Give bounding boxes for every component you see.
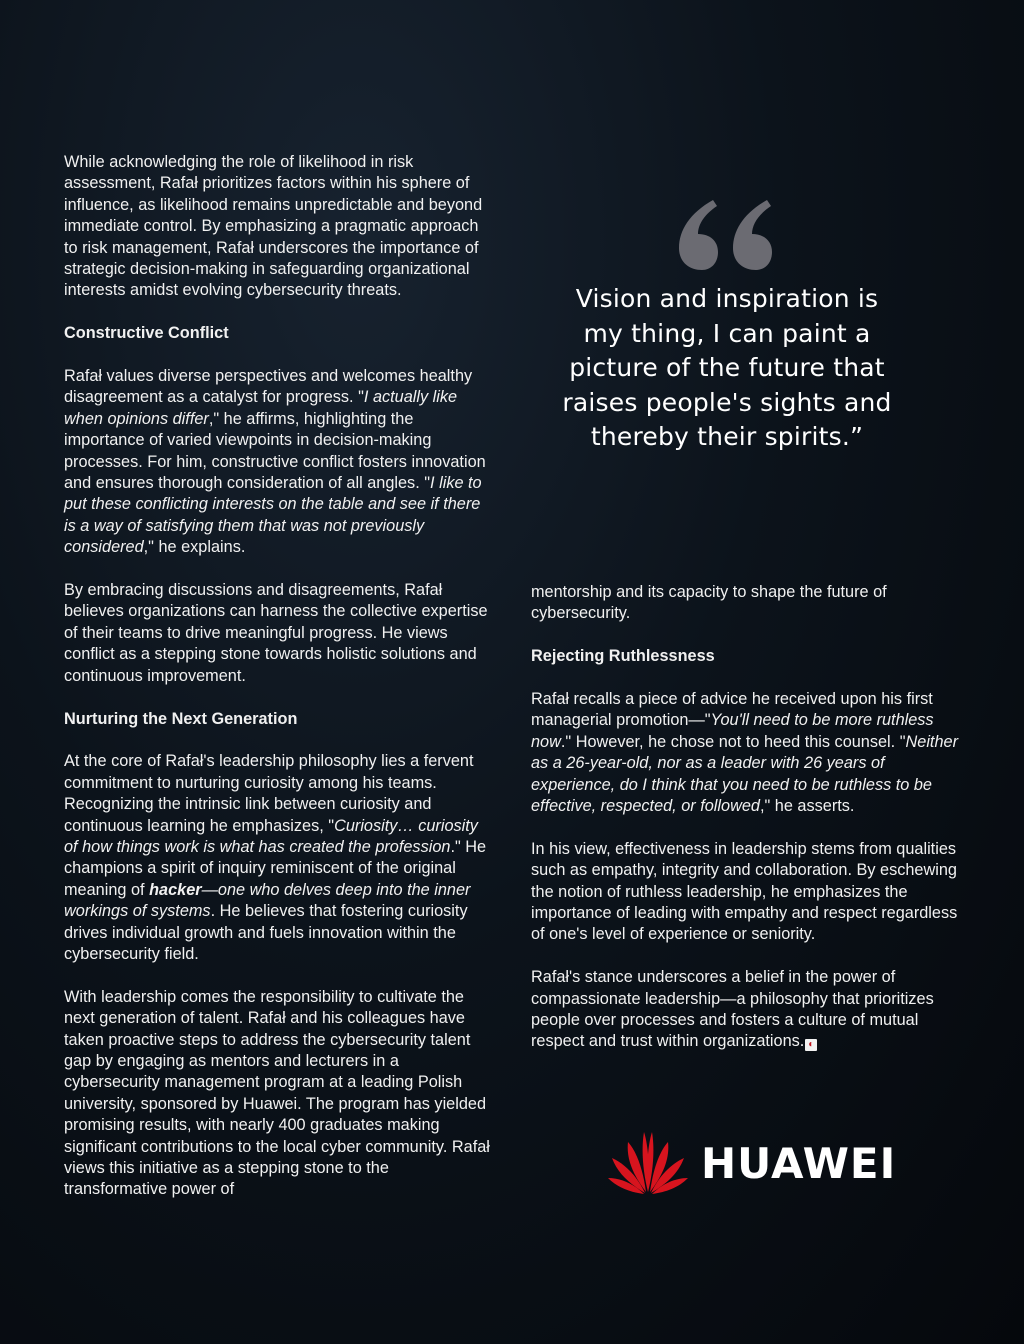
heading-rejecting-ruthlessness: Rejecting Ruthlessness xyxy=(531,647,715,666)
paragraph-advice: Rafał recalls a piece of advice he received upon his first managerial promotion—"You'll need to be more ruthless now." However, he chose not to heed this counsel. "Neither as a 26-year-old, nor as a leader with 26 years of experience, do I think that you need to be ruthless to be effective, respected, or followed," he asserts. xyxy=(531,690,958,816)
term-hacker: hacker xyxy=(149,880,202,899)
paragraph-mentorship: mentorship and its capacity to shape the future of cybersecurity. xyxy=(531,583,887,623)
quote-neither: Neither as a 26-year-old, nor as a leader with 26 years of experience, do I think that you need to be ruthless to be effective, respected, or followed xyxy=(531,732,958,816)
quote-conflicting-interests: I like to put these conflicting interests on the table and see if there is a way of satisfying them that was not previously considered xyxy=(64,474,482,557)
quote-curiosity: Curiosity… curiosity of how things work is what has created the profession xyxy=(64,816,478,856)
quote-opinions-differ: I actually like when opinions differ xyxy=(64,388,458,428)
paragraph-effectiveness: In his view, effectiveness in leadership stems from qualities such as empathy, integrity and collaboration. By eschewing the notion of ruthless leadership, he emphasizes the importance of leading with empathy and respect regardless of one's level of experience or seniority. xyxy=(531,839,958,944)
pull-quote-text: Vision and inspiration is my thing, I can paint a picture of the future that raises people's sights and thereby their spirits.” xyxy=(562,284,892,452)
paragraph-embracing: By embracing discussions and disagreements, Rafał believes organizations can harness the collective expertise of their teams to drive meaningful progress. He views conflict as a stepping stone towards holistic solutions and continuous improvement. xyxy=(64,581,488,685)
end-of-article-icon: ◐ xyxy=(805,1039,817,1051)
paragraph-talent: With leadership comes the responsibility to cultivate the next generation of talent. Rafał and his colleagues have taken proactive steps to address the cybersecurity talent gap by engaging as mentors and lecturers in a cybersecurity management program at a leading Polish university, sponsored by Huawei. The program has yielded promising results, with nearly 400 graduates making significant contributions to the local cyber community. Rafał views this initiative as a stepping stone to the transformative power of xyxy=(64,987,490,1199)
quotation-mark-icon xyxy=(677,196,777,272)
hacker-definition: —one who delves deep into the inner workings of systems xyxy=(64,880,471,921)
huawei-logo xyxy=(606,1128,896,1198)
paragraph-stance: Rafał's stance underscores a belief in the power of compassionate leadership—a philosophy that prioritizes people over processes and fosters a culture of mutual respect and trust within organizations. ◐ xyxy=(531,968,934,1051)
heading-nurturing: Nurturing the Next Generation xyxy=(64,709,298,728)
pull-quote xyxy=(562,196,892,455)
heading-constructive-conflict: Constructive Conflict xyxy=(64,324,229,343)
huawei-wordmark: HUAWEI xyxy=(701,1139,897,1188)
left-column xyxy=(64,152,494,1222)
quote-ruthless-now: You'll need to be more ruthless now xyxy=(531,711,934,751)
paragraph-curiosity: At the core of Rafał's leadership philosophy lies a fervent commitment to nurturing curiosity among his teams. Recognizing the intrinsic link between curiosity and continuous learning he emphasizes, "Curiosity… curiosity of how things work is what has created the profession." He champions a spirit of inquiry reminiscent of the original meaning of hacker—one who delves deep into the inner workings of systems. He believes that fostering curiosity drives individual growth and fuels innovation within the cybersecurity field. xyxy=(64,752,487,963)
paragraph-conflict: Rafał values diverse perspectives and welcomes healthy disagreement as a catalyst for progress. "I actually like when opinions differ," he affirms, highlighting the importance of varied viewpoints in decision-making processes. For him, constructive conflict fosters innovation and ensures thorough consideration of all angles. "I like to put these conflicting interests on the table and see if there is a way of satisfying them that was not previously considered," he explains. xyxy=(64,367,486,557)
paragraph-risk: While acknowledging the role of likelihood in risk assessment, Rafał prioritizes factors within his sphere of influence, as likelihood remains unpredictable and beyond immediate control. By emphasizing a pragmatic approach to risk management, Rafał underscores the importance of strategic decision-making in safeguarding organizational interests amidst evolving cybersecurity threats. xyxy=(64,153,483,300)
huawei-petals-icon xyxy=(606,1128,690,1194)
right-column xyxy=(531,582,959,1074)
